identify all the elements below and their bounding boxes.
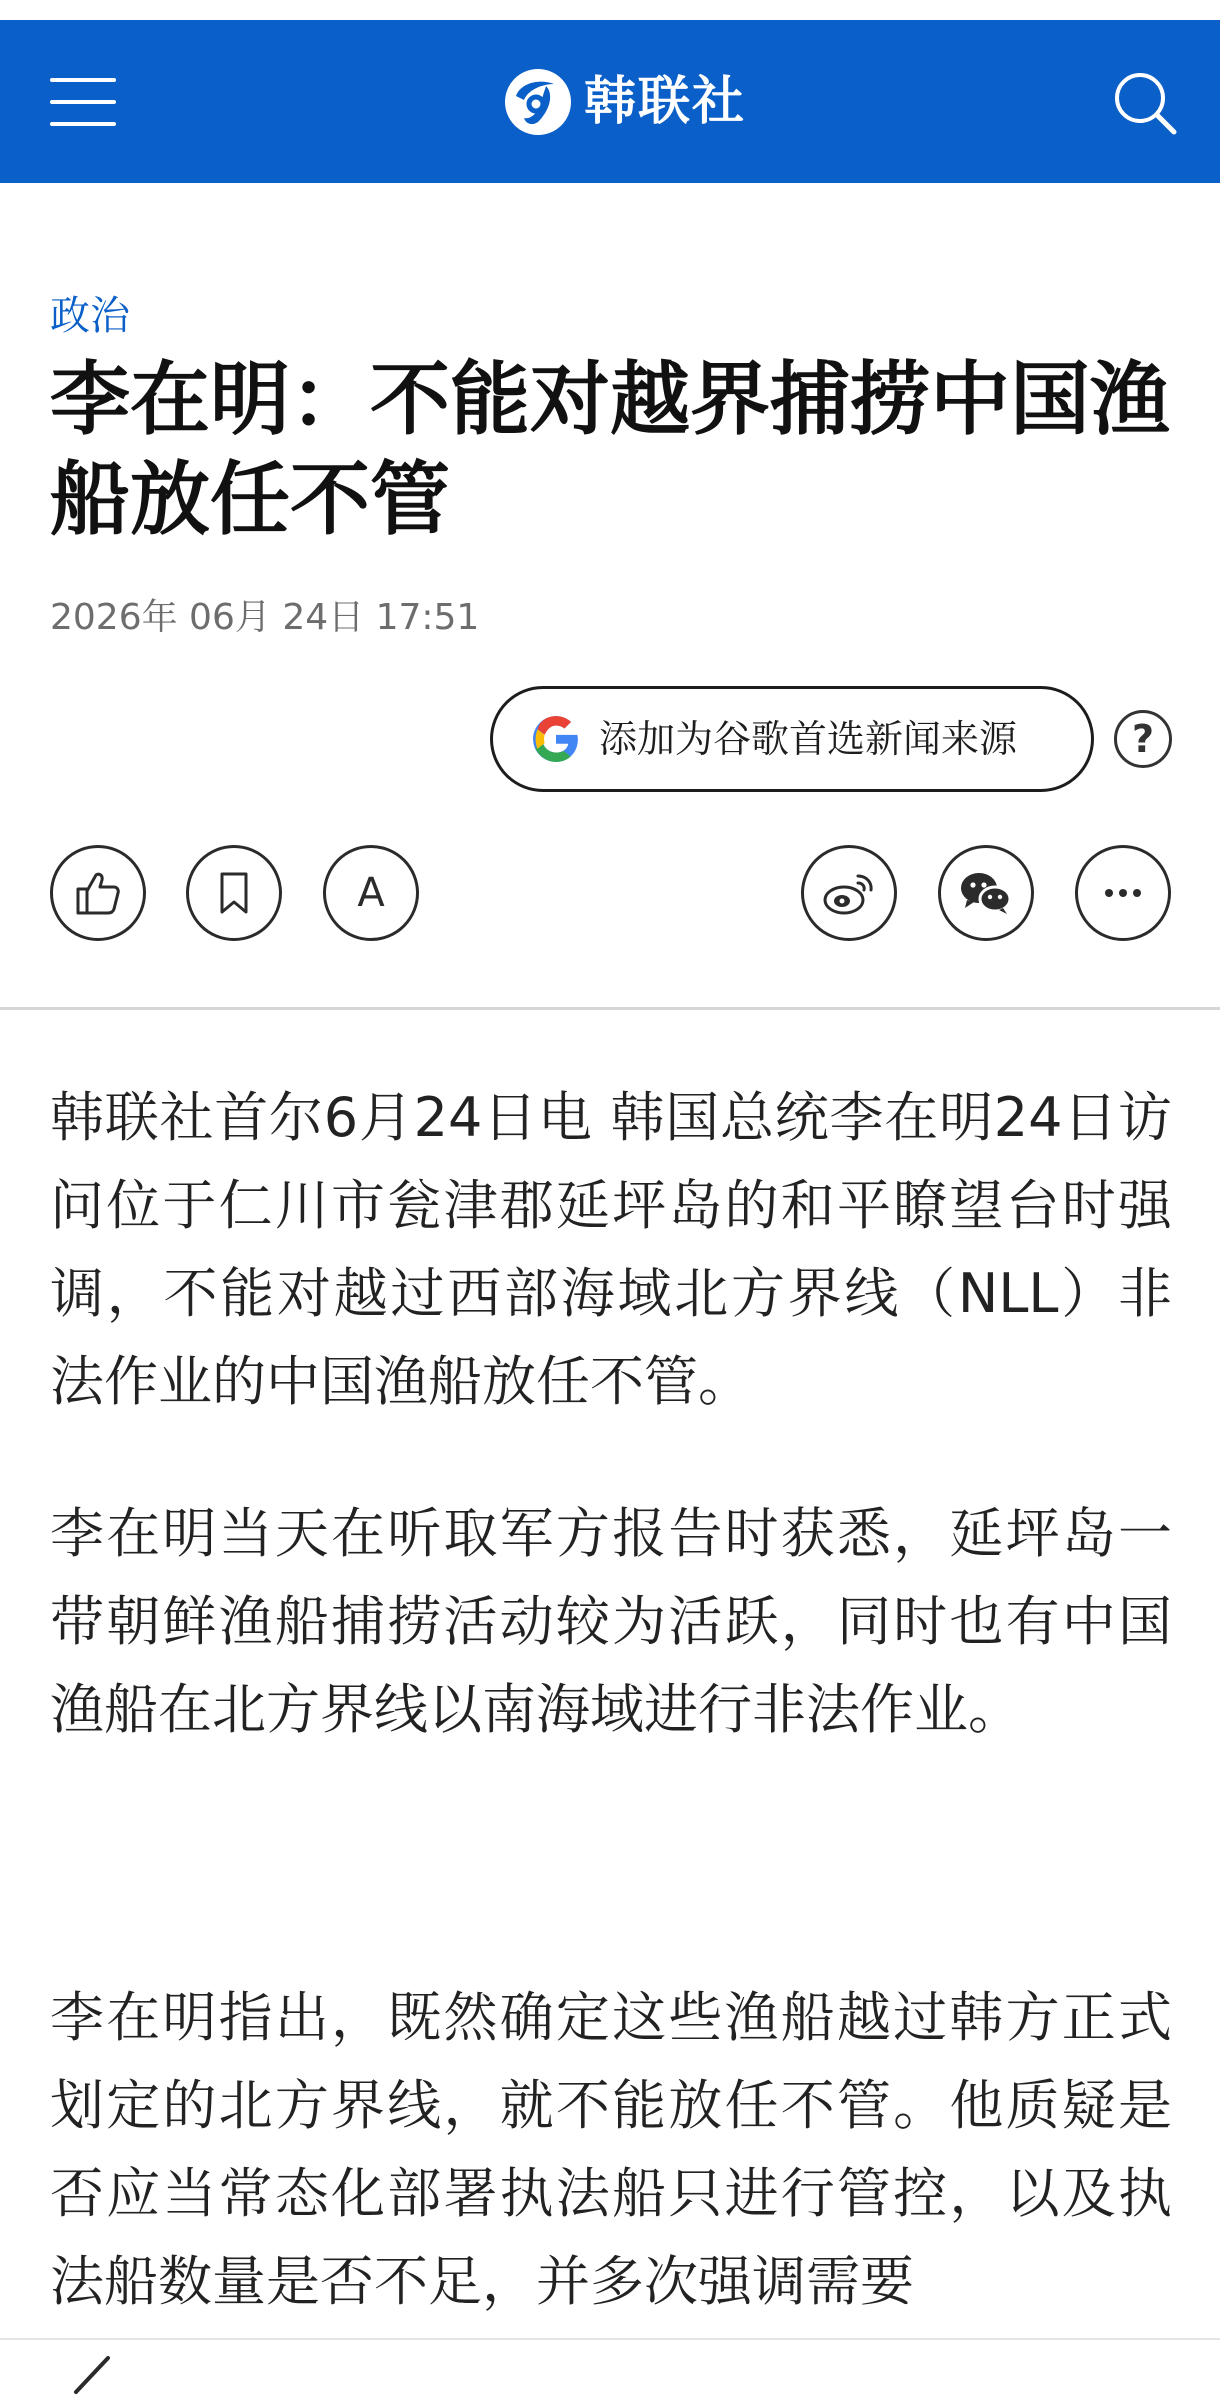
font-size-icon: A xyxy=(357,870,385,916)
bookmark-button[interactable] xyxy=(186,845,282,941)
add-google-source-button[interactable] xyxy=(490,686,1094,792)
help-icon[interactable]: ? xyxy=(1114,710,1172,768)
article-paragraph: 韩联社首尔6月24日电 韩国总统李在明24日访问位于仁川市瓮津郡延坪岛的和平瞭望台时强调，不能对越过西部海域北方界线（NLL）非法作业的中国渔船放任不管。 xyxy=(50,1086,1172,1413)
weibo-share-button[interactable] xyxy=(801,845,897,941)
bookmark-icon xyxy=(214,870,254,916)
menu-line xyxy=(50,78,116,82)
hamburger-menu-icon[interactable] xyxy=(50,72,116,132)
weibo-icon xyxy=(820,868,878,918)
like-button[interactable] xyxy=(50,845,146,941)
article-category[interactable]: 政治 xyxy=(50,293,130,339)
site-header xyxy=(0,20,1220,183)
add-google-source-label: 添加为谷歌首选新闻来源 xyxy=(599,717,1018,761)
logo-text: 韩联社 xyxy=(584,72,747,132)
google-g-icon xyxy=(531,714,581,764)
more-icon xyxy=(1103,887,1143,899)
status-strip xyxy=(0,0,1220,20)
menu-line xyxy=(50,100,116,104)
wechat-icon xyxy=(957,868,1015,918)
search-icon[interactable] xyxy=(1110,68,1180,138)
article-paragraph: 李在明当天在听取军方报告时获悉，延坪岛一带朝鲜渔船捕捞活动较为活跃，同时也有中国渔船在北方界线以南海域进行非法作业。 xyxy=(50,1502,1172,1741)
more-button[interactable] xyxy=(1075,845,1171,941)
yonhap-logo-icon xyxy=(502,66,574,138)
edit-comment-icon[interactable] xyxy=(68,2350,118,2399)
font-size-button[interactable] xyxy=(323,845,419,941)
article-paragraph: 李在明指出，既然确定这些渔船越过韩方正式划定的北方界线，就不能放任不管。他质疑是否应当常态化部署执法船只进行管控，以及执法船数量是否不足，并多次强调需要 xyxy=(50,1986,1172,2313)
article-date: 2026年 06月 24日 17:51 xyxy=(50,597,480,638)
header-divider xyxy=(0,1007,1220,1010)
site-logo[interactable] xyxy=(502,62,746,142)
menu-line xyxy=(50,122,116,126)
article-title: 李在明：不能对越界捕捞中国渔船放任不管 xyxy=(50,353,1170,546)
bottom-toolbar xyxy=(0,2338,1220,2399)
wechat-share-button[interactable] xyxy=(938,845,1034,941)
thumbs-up-icon xyxy=(72,867,124,919)
